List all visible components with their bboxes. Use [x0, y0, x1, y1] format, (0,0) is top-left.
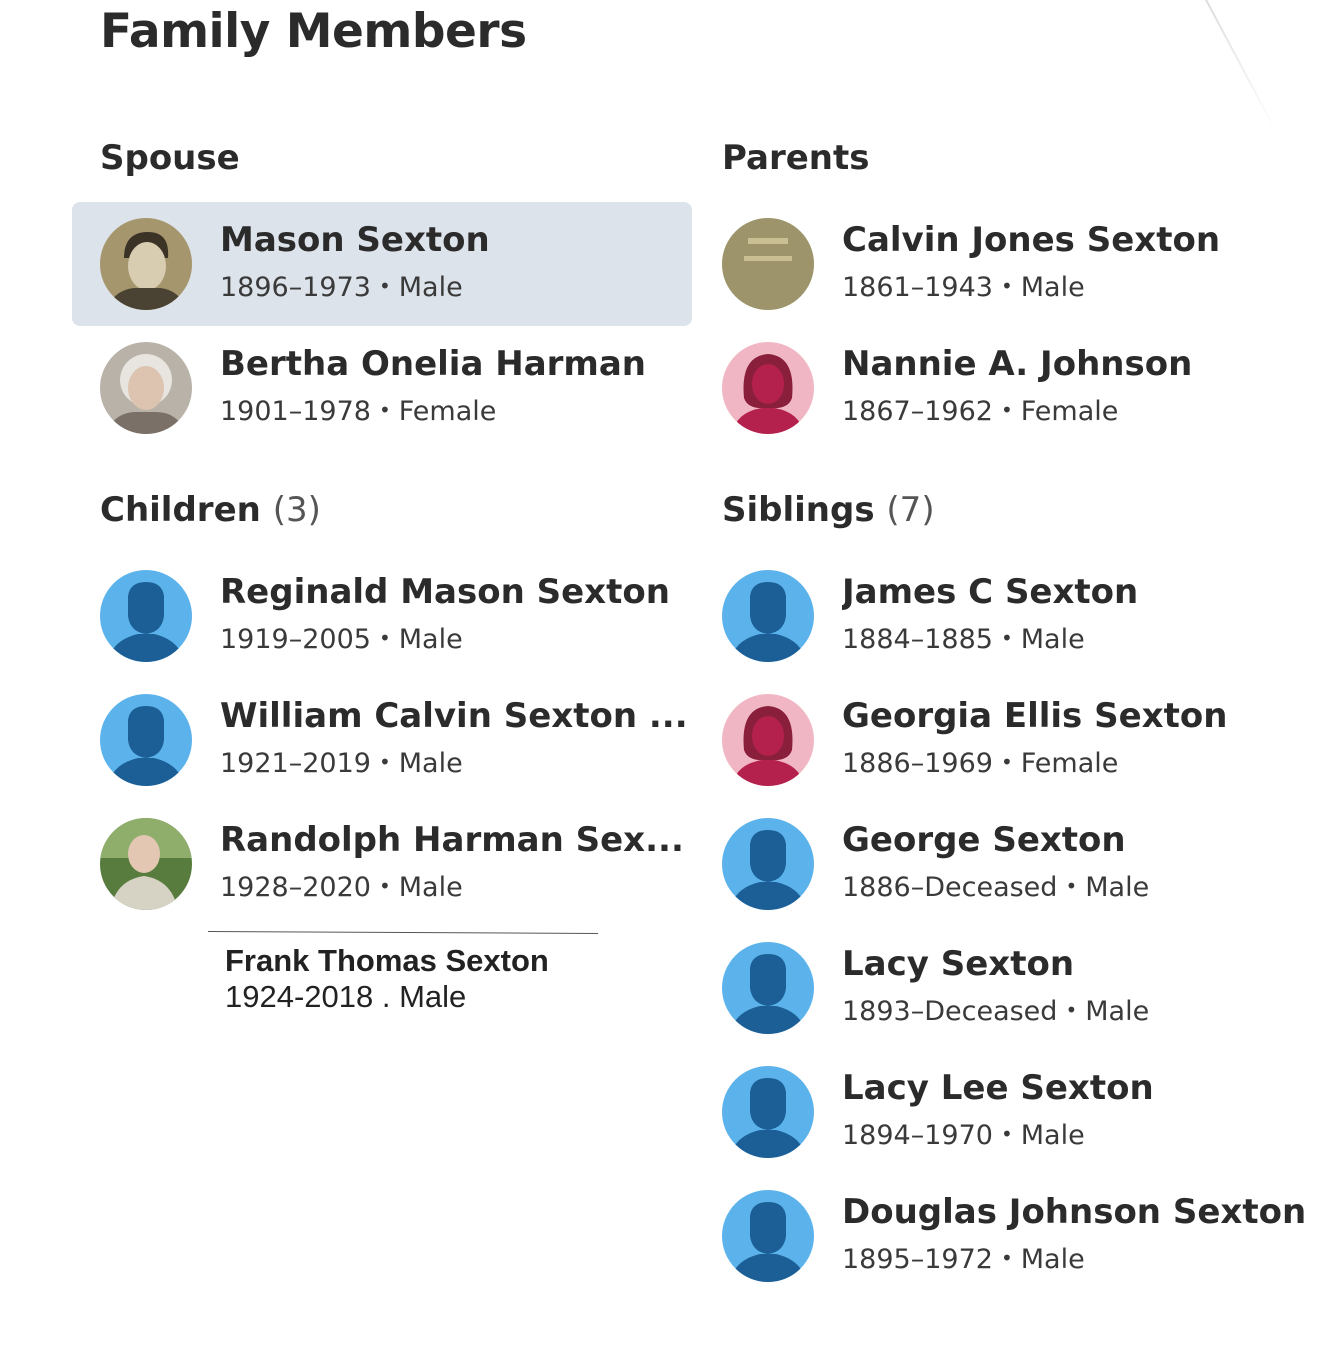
- handwritten-child-entry: [208, 932, 598, 1015]
- person-details: [842, 1120, 1085, 1151]
- handwritten-child-meta: 1924-2018 . Male: [225, 979, 467, 1014]
- person-gender: Female: [1020, 748, 1119, 779]
- person-name[interactable]: Reginald Mason Sexton: [220, 572, 670, 612]
- person-card-georgia-ellis-sexton[interactable]: [694, 678, 1314, 802]
- person-details: [842, 272, 1085, 303]
- person-name[interactable]: William Calvin Sexton ...: [220, 696, 688, 736]
- person-years: 1921–2019: [220, 748, 371, 779]
- person-card-nannie-a-johnson[interactable]: [694, 326, 1314, 450]
- person-card-douglas-johnson-sexton[interactable]: [694, 1174, 1314, 1298]
- male-silhouette-icon: [722, 1190, 814, 1282]
- person-years: 1919–2005: [220, 624, 371, 655]
- children-section: [72, 490, 692, 926]
- person-name[interactable]: Douglas Johnson Sexton: [842, 1192, 1307, 1232]
- siblings-list: [694, 554, 1314, 1298]
- person-card-mason-sexton[interactable]: [72, 202, 692, 326]
- person-card-william-calvin-sexton[interactable]: [72, 678, 692, 802]
- person-name[interactable]: Lacy Sexton: [842, 944, 1075, 984]
- person-name[interactable]: Mason Sexton: [220, 220, 490, 260]
- person-name[interactable]: Nannie A. Johnson: [842, 344, 1193, 384]
- children-heading: Children (3): [100, 490, 321, 530]
- page-title: Family Members: [100, 4, 527, 59]
- person-card-bertha-onelia-harman[interactable]: [72, 326, 692, 450]
- person-gender: Male: [398, 872, 463, 903]
- separator-dot: •: [378, 274, 391, 298]
- handwritten-rule: [208, 931, 598, 934]
- handwritten-child-name: Frank Thomas Sexton: [225, 943, 549, 978]
- scan-artifact-line: [1205, 0, 1277, 132]
- separator-dot: •: [1000, 750, 1013, 774]
- person-name[interactable]: George Sexton: [842, 820, 1126, 860]
- avatar-photo-elderly-woman: [100, 342, 192, 434]
- person-name[interactable]: Lacy Lee Sexton: [842, 1068, 1154, 1108]
- siblings-count: (7): [886, 490, 935, 530]
- person-details: [842, 996, 1149, 1027]
- person-years: 1895–1972: [842, 1244, 993, 1275]
- male-silhouette-icon: [100, 570, 192, 662]
- person-gender: Male: [1085, 996, 1150, 1027]
- male-silhouette-icon: [100, 694, 192, 786]
- person-years: 1867–1962: [842, 396, 993, 427]
- person-gender: Male: [1020, 272, 1085, 303]
- person-gender: Male: [1020, 1120, 1085, 1151]
- separator-dot: •: [1065, 874, 1078, 898]
- parents-section: [694, 138, 1314, 450]
- person-name[interactable]: Georgia Ellis Sexton: [842, 696, 1228, 736]
- person-details: [842, 396, 1118, 427]
- person-details: [220, 748, 463, 779]
- separator-dot: •: [378, 626, 391, 650]
- female-silhouette-icon: [722, 694, 814, 786]
- male-silhouette-icon: [722, 818, 814, 910]
- person-details: [842, 748, 1118, 779]
- siblings-section: [694, 490, 1314, 1298]
- parents-heading: Parents: [722, 138, 870, 178]
- male-silhouette-icon: [722, 942, 814, 1034]
- separator-dot: •: [378, 398, 391, 422]
- person-years: 1886–1969: [842, 748, 993, 779]
- separator-dot: •: [1000, 626, 1013, 650]
- person-years: 1901–1978: [220, 396, 371, 427]
- siblings-heading: Siblings (7): [722, 490, 935, 530]
- separator-dot: •: [1000, 398, 1013, 422]
- person-gender: Male: [1085, 872, 1150, 903]
- person-gender: Female: [1020, 396, 1119, 427]
- person-details: [220, 624, 463, 655]
- person-card-james-c-sexton[interactable]: [694, 554, 1314, 678]
- person-gender: Male: [1020, 624, 1085, 655]
- person-years: 1861–1943: [842, 272, 993, 303]
- person-name[interactable]: Bertha Onelia Harman: [220, 344, 646, 384]
- male-silhouette-icon: [722, 1066, 814, 1158]
- person-name[interactable]: Calvin Jones Sexton: [842, 220, 1221, 260]
- separator-dot: •: [1000, 1246, 1013, 1270]
- person-card-lacy-sexton[interactable]: [694, 926, 1314, 1050]
- children-count: (3): [272, 490, 321, 530]
- separator-dot: •: [378, 874, 391, 898]
- separator-dot: •: [378, 750, 391, 774]
- person-years: 1886–Deceased: [842, 872, 1058, 903]
- person-name[interactable]: Randolph Harman Sex...: [220, 820, 684, 860]
- separator-dot: •: [1000, 274, 1013, 298]
- spouse-list: [72, 202, 692, 450]
- avatar-photo-headstone: [722, 218, 814, 310]
- person-gender: Male: [398, 624, 463, 655]
- avatar-photo-young-man: [100, 218, 192, 310]
- person-gender: Male: [398, 272, 463, 303]
- spouse-section: [72, 138, 692, 450]
- children-list: [72, 554, 692, 926]
- person-years: 1894–1970: [842, 1120, 993, 1151]
- person-name[interactable]: James C Sexton: [842, 572, 1139, 612]
- person-card-reginald-mason-sexton[interactable]: [72, 554, 692, 678]
- female-silhouette-icon: [722, 342, 814, 434]
- person-gender: Female: [398, 396, 497, 427]
- person-details: [220, 396, 496, 427]
- person-card-george-sexton[interactable]: [694, 802, 1314, 926]
- person-card-calvin-jones-sexton[interactable]: [694, 202, 1314, 326]
- person-details: [842, 1244, 1085, 1275]
- separator-dot: •: [1065, 998, 1078, 1022]
- parents-list: [694, 202, 1314, 450]
- person-card-randolph-harman-sex[interactable]: [72, 802, 692, 926]
- person-years: 1884–1885: [842, 624, 993, 655]
- person-details: [220, 872, 463, 903]
- person-card-lacy-lee-sexton[interactable]: [694, 1050, 1314, 1174]
- avatar-photo-elderly-man: [100, 818, 192, 910]
- person-years: 1893–Deceased: [842, 996, 1058, 1027]
- person-details: [220, 272, 463, 303]
- person-years: 1896–1973: [220, 272, 371, 303]
- separator-dot: •: [1000, 1122, 1013, 1146]
- male-silhouette-icon: [722, 570, 814, 662]
- person-years: 1928–2020: [220, 872, 371, 903]
- person-details: [842, 872, 1149, 903]
- person-gender: Male: [1020, 1244, 1085, 1275]
- spouse-heading: Spouse: [100, 138, 240, 178]
- person-details: [842, 624, 1085, 655]
- person-gender: Male: [398, 748, 463, 779]
